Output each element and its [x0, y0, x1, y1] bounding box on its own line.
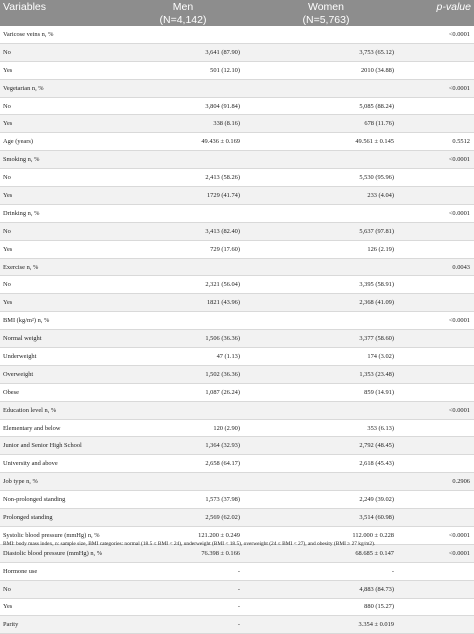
p-value: 0.0043: [408, 258, 474, 276]
row-label: Yes: [0, 187, 122, 205]
table-row: [0, 580, 474, 598]
table-row: [0, 437, 474, 455]
women-value: 2,249 (39.02): [244, 491, 408, 509]
women-value: 880 (15.27): [244, 598, 408, 616]
row-label: No: [0, 580, 122, 598]
header-variables: Variables: [0, 0, 122, 13]
women-value: 859 (14.91): [244, 383, 408, 401]
men-value: 2,658 (64.17): [122, 455, 244, 473]
men-value: [122, 312, 244, 330]
women-value: 174 (3.02): [244, 348, 408, 366]
men-value: 501 (12.10): [122, 61, 244, 79]
women-value: [244, 204, 408, 222]
table-row: [0, 455, 474, 473]
row-label: No: [0, 97, 122, 115]
row-label: Yes: [0, 598, 122, 616]
row-label: Smoking n, %: [0, 151, 122, 169]
table-footnote: BMI: body mass index, n: sample size, BMI categories: normal (18.5 ≤ BMI < 24), underweight (BMI < 18.5), overweight (24 ≤ BMI < 27), and obesity (BMI ≥ 27 kg/m2).: [3, 541, 376, 547]
men-value: 1821 (43.96): [122, 294, 244, 312]
women-value: 4,883 (84.73): [244, 580, 408, 598]
table-row: [0, 79, 474, 97]
p-value: 0.2906: [408, 473, 474, 491]
row-label: Normal weight: [0, 330, 122, 348]
header-men: Men: [122, 0, 244, 13]
p-value: <0.0001: [408, 26, 474, 43]
women-value: 2,792 (48.45): [244, 437, 408, 455]
table-row: [0, 598, 474, 616]
women-value: 49.561 ± 0.145: [244, 133, 408, 151]
p-value: <0.0001: [408, 544, 474, 562]
men-value: 3,641 (87.90): [122, 43, 244, 61]
women-value: [244, 151, 408, 169]
header-women-n: (N=5,763): [244, 13, 408, 26]
row-label: Vegetarian n, %: [0, 79, 122, 97]
row-label: Diastolic blood pressure (mmHg) n, %: [0, 544, 122, 562]
women-value: 3,395 (58.91): [244, 276, 408, 294]
p-value: <0.0001: [408, 526, 474, 544]
p-value: [408, 383, 474, 401]
row-label: Yes: [0, 240, 122, 258]
women-value: 126 (2.19): [244, 240, 408, 258]
women-value: [244, 473, 408, 491]
table-row: [0, 401, 474, 419]
table-row: [0, 258, 474, 276]
p-value: [408, 222, 474, 240]
p-value: [408, 97, 474, 115]
table-row: [0, 348, 474, 366]
p-value: [408, 276, 474, 294]
men-value: 1,087 (26.24): [122, 383, 244, 401]
men-value: 76.398 ± 0.166: [122, 544, 244, 562]
p-value: <0.0001: [408, 401, 474, 419]
women-value: 112.000 ± 0.228: [244, 526, 408, 544]
women-value: 2,368 (41.09): [244, 294, 408, 312]
p-value: [408, 348, 474, 366]
row-label: Drinking n, %: [0, 204, 122, 222]
p-value: [408, 598, 474, 616]
p-value: [408, 61, 474, 79]
men-value: -: [122, 598, 244, 616]
women-value: 3,377 (58.60): [244, 330, 408, 348]
table-row: [0, 222, 474, 240]
women-value: [244, 258, 408, 276]
women-value: 3.354 ± 0.019: [244, 616, 408, 634]
women-value: -: [244, 562, 408, 580]
men-value: 2,413 (58.26): [122, 169, 244, 187]
men-value: 2,569 (62.02): [122, 509, 244, 527]
men-value: [122, 204, 244, 222]
table-row: [0, 204, 474, 222]
women-value: [244, 401, 408, 419]
table-row: [0, 312, 474, 330]
p-value: <0.0001: [408, 151, 474, 169]
p-value: [408, 43, 474, 61]
p-value: [408, 115, 474, 133]
table-row: [0, 491, 474, 509]
p-value: [408, 294, 474, 312]
table-row: [0, 365, 474, 383]
table-header: [0, 0, 474, 26]
men-value: -: [122, 580, 244, 598]
table-row: [0, 43, 474, 61]
row-label: No: [0, 276, 122, 294]
row-label: Underweight: [0, 348, 122, 366]
p-value: [408, 419, 474, 437]
table-row: [0, 240, 474, 258]
row-label: BMI (kg/m²) n, %: [0, 312, 122, 330]
table-row: [0, 544, 474, 562]
men-value: 120 (2.90): [122, 419, 244, 437]
table-row: [0, 330, 474, 348]
table-row: [0, 97, 474, 115]
p-value: [408, 491, 474, 509]
header-blank-2: [408, 13, 474, 26]
p-value: <0.0001: [408, 79, 474, 97]
men-value: [122, 26, 244, 43]
row-label: Education level n, %: [0, 401, 122, 419]
p-value: [408, 169, 474, 187]
table-row: [0, 276, 474, 294]
men-value: [122, 401, 244, 419]
men-value: 47 (1.13): [122, 348, 244, 366]
women-value: 3,753 (65.12): [244, 43, 408, 61]
men-value: 338 (8.16): [122, 115, 244, 133]
women-value: 233 (4.04): [244, 187, 408, 205]
row-label: Parity: [0, 616, 122, 634]
table-row: [0, 26, 474, 43]
p-value: <0.0001: [408, 204, 474, 222]
table-row: [0, 115, 474, 133]
row-label: Prolonged standing: [0, 509, 122, 527]
row-label: Age (years): [0, 133, 122, 151]
row-label: Yes: [0, 61, 122, 79]
p-value: [408, 509, 474, 527]
women-value: 2010 (34.88): [244, 61, 408, 79]
table-row: [0, 151, 474, 169]
row-label: Obese: [0, 383, 122, 401]
row-label: Job type n, %: [0, 473, 122, 491]
men-value: 1,573 (37.98): [122, 491, 244, 509]
table-row: [0, 187, 474, 205]
row-label: No: [0, 222, 122, 240]
men-value: 49.436 ± 0.169: [122, 133, 244, 151]
men-value: 2,321 (56.04): [122, 276, 244, 294]
p-value: 0.5512: [408, 133, 474, 151]
men-value: 1,506 (36.36): [122, 330, 244, 348]
women-value: 1,353 (23.48): [244, 365, 408, 383]
table-row: [0, 419, 474, 437]
p-value: [408, 240, 474, 258]
men-value: [122, 79, 244, 97]
table-row: [0, 509, 474, 527]
women-value: 2,618 (45.43): [244, 455, 408, 473]
men-value: [122, 151, 244, 169]
header-women: Women: [244, 0, 408, 13]
men-value: -: [122, 616, 244, 634]
p-value: [408, 187, 474, 205]
row-label: Yes: [0, 115, 122, 133]
row-label: Non-prolonged standing: [0, 491, 122, 509]
row-label: Yes: [0, 294, 122, 312]
women-value: 5,530 (95.96): [244, 169, 408, 187]
men-value: 1,364 (32.93): [122, 437, 244, 455]
p-value: [408, 437, 474, 455]
row-label: Exercise n, %: [0, 258, 122, 276]
men-value: 1729 (41.74): [122, 187, 244, 205]
women-value: 678 (11.76): [244, 115, 408, 133]
women-value: 353 (6.13): [244, 419, 408, 437]
row-label: Elementary and below: [0, 419, 122, 437]
women-value: 68.685 ± 0.147: [244, 544, 408, 562]
header-men-n: (N=4,142): [122, 13, 244, 26]
row-label: No: [0, 169, 122, 187]
women-value: [244, 26, 408, 43]
row-label: No: [0, 43, 122, 61]
row-label: Varicose veins n, %: [0, 26, 122, 43]
header-pvalue: p-value: [408, 0, 474, 13]
row-label: Systolic blood pressure (mmHg) n, %: [0, 526, 122, 544]
women-value: 3,514 (60.98): [244, 509, 408, 527]
women-value: [244, 79, 408, 97]
women-value: [244, 312, 408, 330]
table-row: [0, 61, 474, 79]
p-value: [408, 455, 474, 473]
row-label: Hormone use: [0, 562, 122, 580]
row-label: Junior and Senior High School: [0, 437, 122, 455]
table-row: [0, 169, 474, 187]
women-value: 5,637 (97.81): [244, 222, 408, 240]
men-value: 121.200 ± 0.249: [122, 526, 244, 544]
row-label: University and above: [0, 455, 122, 473]
men-value: [122, 473, 244, 491]
p-value: [408, 580, 474, 598]
men-value: 729 (17.60): [122, 240, 244, 258]
women-value: 5,085 (88.24): [244, 97, 408, 115]
table-row: [0, 294, 474, 312]
p-value: [408, 365, 474, 383]
men-value: -: [122, 562, 244, 580]
row-label: Overweight: [0, 365, 122, 383]
table-row: [0, 133, 474, 151]
table-row: [0, 473, 474, 491]
p-value: [408, 330, 474, 348]
men-value: [122, 258, 244, 276]
table-row: [0, 383, 474, 401]
table-row: [0, 562, 474, 580]
p-value: <0.0001: [408, 312, 474, 330]
men-value: 3,804 (91.84): [122, 97, 244, 115]
men-value: 1,502 (36.36): [122, 365, 244, 383]
p-value: [408, 562, 474, 580]
men-value: 3,413 (82.40): [122, 222, 244, 240]
table-row: [0, 616, 474, 634]
header-blank-1: [0, 13, 122, 26]
p-value: [408, 616, 474, 634]
